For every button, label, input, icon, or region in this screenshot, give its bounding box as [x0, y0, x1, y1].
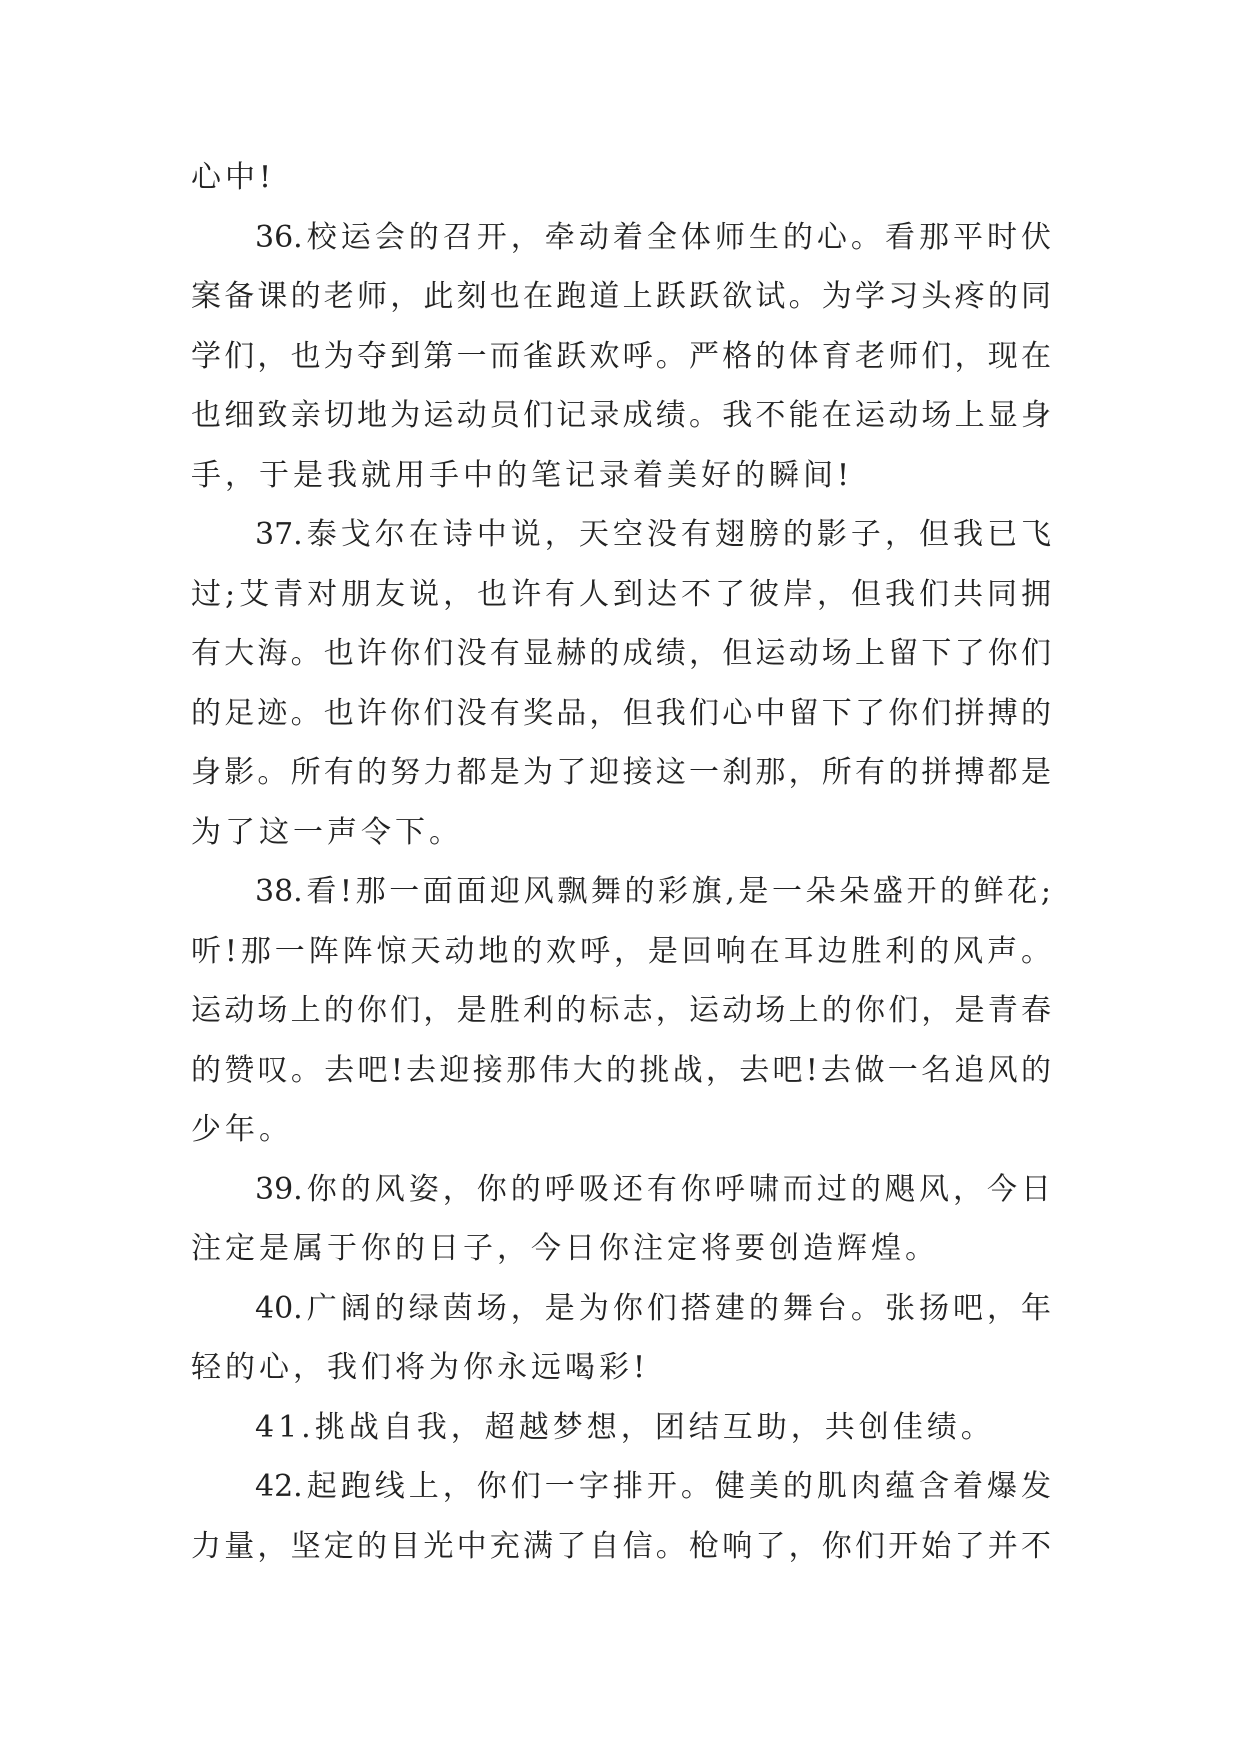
document-body [191, 148, 1051, 1576]
text-line: 有大海。也许你们没有显赫的成绩，但运动场上留下了你们 [191, 636, 1051, 671]
text-line: 手，于是我就用手中的笔记录着美好的瞬间! [191, 457, 854, 493]
text-line: 38.看!那一面面迎风飘舞的彩旗,是一朵朵盛开的鲜花; [255, 874, 1051, 909]
text-line: 39.你的风姿，你的呼吸还有你呼啸而过的飓风，今日 [255, 1171, 1051, 1207]
text-line: 41.挑战自我，超越梦想，团结互助，共创佳绩。 [255, 1409, 995, 1445]
text-line: 的足迹。也许你们没有奖品，但我们心中留下了你们拼搏的 [191, 695, 1051, 731]
text-line: 轻的心，我们将为你永远喝彩! [191, 1350, 650, 1385]
text-line: 心中! [191, 160, 276, 195]
text-line: 过;艾青对朋友说，也许有人到达不了彼岸，但我们共同拥 [191, 576, 1051, 612]
text-line: 37.泰戈尔在诗中说，天空没有翅膀的影子，但我已飞 [255, 517, 1051, 552]
text-line: 少年。 [191, 1112, 293, 1147]
text-line: 为了这一声令下。 [191, 814, 463, 850]
text-line: 的赞叹。去吧!去迎接那伟大的挑战，去吧!去做一名追风的 [191, 1052, 1051, 1088]
text-line: 听!那一阵阵惊天动地的欢呼，是回响在耳边胜利的风声。 [191, 933, 1051, 969]
text-line: 40.广阔的绿茵场，是为你们搭建的舞台。张扬吧，年 [255, 1290, 1051, 1326]
text-line: 注定是属于你的日子，今日你注定将要创造辉煌。 [191, 1231, 939, 1266]
text-line: 身影。所有的努力都是为了迎接这一刹那，所有的拼搏都是 [191, 755, 1051, 790]
text-line: 也细致亲切地为运动员们记录成绩。我不能在运动场上显身 [191, 398, 1051, 433]
text-line: 运动场上的你们，是胜利的标志，运动场上的你们，是青春 [191, 993, 1051, 1028]
text-line: 力量，坚定的目光中充满了自信。枪响了，你们开始了并不 [191, 1528, 1051, 1564]
text-line: 案备课的老师，此刻也在跑道上跃跃欲试。为学习头疼的同 [191, 279, 1051, 314]
text-line: 42.起跑线上，你们一字排开。健美的肌肉蕴含着爆发 [255, 1469, 1051, 1504]
text-line: 36.校运会的召开，牵动着全体师生的心。看那平时伏 [255, 219, 1051, 255]
text-line: 学们，也为夺到第一而雀跃欢呼。严格的体育老师们，现在 [191, 338, 1051, 374]
